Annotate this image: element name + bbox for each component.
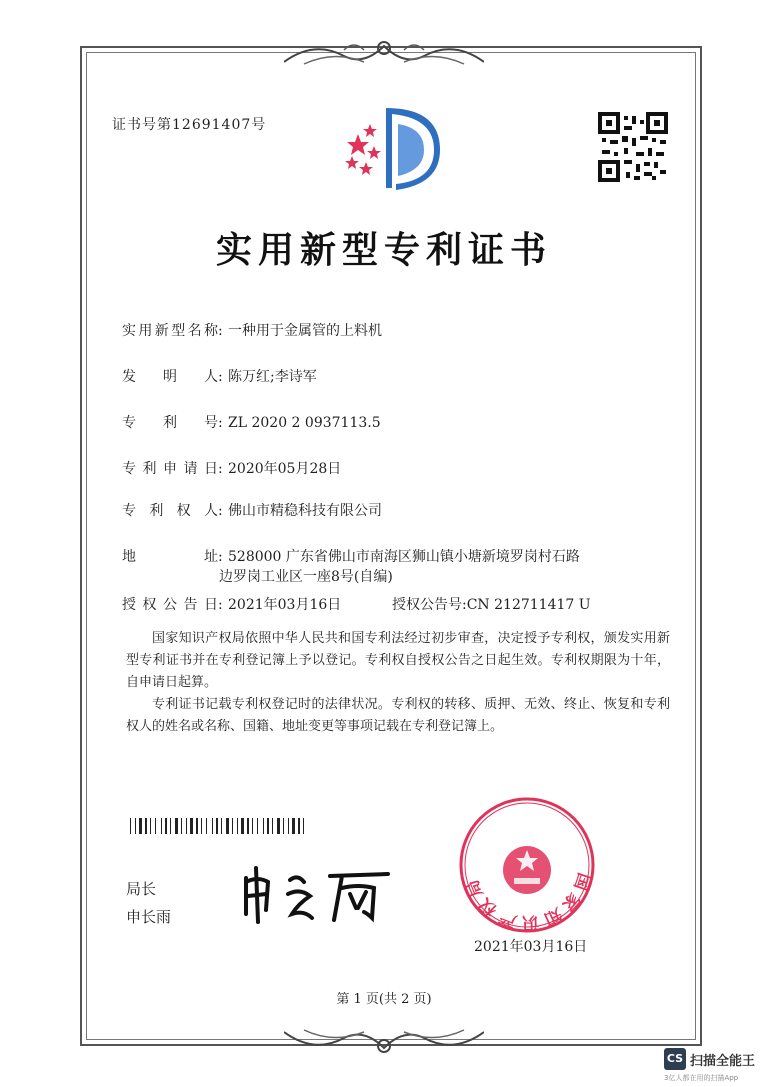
certificate-number: 证书号第12691407号 bbox=[112, 117, 267, 133]
field-grant-date-label: 授权公告日 bbox=[122, 597, 218, 613]
field-name-value: 一种用于金属管的上料机 bbox=[228, 323, 382, 339]
field-address-row: 地址: 528000 广东省佛山市南海区狮山镇小塘新境罗岗村石路 bbox=[122, 546, 580, 566]
field-patentee-row: 专利权人: 佛山市精稳科技有限公司 bbox=[122, 500, 382, 520]
patent-office-emblem-icon bbox=[338, 104, 442, 192]
watermark-brand: 扫描全能王 bbox=[690, 1054, 756, 1069]
field-patent-no-value: ZL 2020 2 0937113.5 bbox=[228, 415, 381, 431]
field-address-label: 地址 bbox=[122, 549, 218, 565]
grant-statement-paragraph: 国家知识产权局依照中华人民共和国专利法经过初步审查，决定授予专利权，颁发实用新型专利证书并在专利登记簿上予以登记。专利权自授权公告之日起生效。专利权期限为十年，自申请日起算。 bbox=[126, 631, 670, 690]
field-patentee-value: 佛山市精稳科技有限公司 bbox=[228, 503, 382, 519]
field-grant-no-value: CN 212711417 U bbox=[466, 597, 591, 613]
field-inventor-row: 发明人: 陈万红;李诗军 bbox=[122, 366, 317, 386]
field-patent-no-label: 专利号 bbox=[122, 415, 218, 431]
field-grant-date-row: 授权公告日: 2021年03月16日 bbox=[122, 594, 341, 614]
watermark-tagline: 3亿人都在用的扫描App bbox=[664, 1074, 739, 1082]
camscanner-logo-icon: CS bbox=[664, 1048, 686, 1070]
bottom-ornament-icon bbox=[284, 1024, 484, 1058]
field-name-label: 实用新型名称 bbox=[122, 323, 218, 339]
field-filing-date-label: 专利申请日 bbox=[122, 461, 218, 477]
legal-status-paragraph: 专利证书记载专利权登记时的法律状况。专利权的转移、质押、无效、终止、恢复和专利权人的姓名或名称、国籍、地址变更等事项记载在专利登记簿上。 bbox=[126, 697, 670, 734]
page-number: 第 1 页(共 2 页) bbox=[336, 992, 432, 1007]
field-inventor-label: 发明人 bbox=[122, 369, 218, 385]
field-patent-no-row: 专利号: ZL 2020 2 0937113.5 bbox=[122, 412, 381, 432]
field-grant-no: 授权公告号:CN 212711417 U bbox=[392, 597, 591, 613]
field-name-row: 实用新型名称: 一种用于金属管的上料机 bbox=[122, 320, 382, 340]
field-grant-date-value: 2021年03月16日 bbox=[228, 597, 342, 613]
top-ornament-icon bbox=[284, 36, 484, 70]
seal-text: 国家知识产权局 bbox=[460, 870, 594, 933]
handwritten-signature bbox=[238, 858, 398, 928]
scanner-watermark bbox=[664, 1046, 764, 1084]
field-address-line2: 边罗岗工业区一座8号(自编) bbox=[219, 569, 393, 585]
official-seal-icon bbox=[456, 794, 598, 936]
field-grant-no-label: 授权公告号 bbox=[392, 597, 462, 613]
field-address-line1: 528000 广东省佛山市南海区狮山镇小塘新境罗岗村石路 bbox=[228, 549, 580, 565]
certificate-title: 实用新型专利证书 bbox=[215, 230, 552, 271]
field-inventor-value: 陈万红;李诗军 bbox=[228, 369, 317, 385]
field-patentee-label: 专利权人 bbox=[122, 503, 218, 519]
seal-date: 2021年03月16日 bbox=[474, 939, 588, 955]
field-filing-date-value: 2020年05月28日 bbox=[228, 461, 342, 477]
field-filing-date-row: 专利申请日: 2020年05月28日 bbox=[122, 458, 341, 478]
director-title: 局长 bbox=[126, 880, 157, 898]
director-name: 申长雨 bbox=[126, 908, 172, 926]
barcode-icon bbox=[130, 818, 310, 834]
qr-code-icon bbox=[598, 112, 668, 182]
